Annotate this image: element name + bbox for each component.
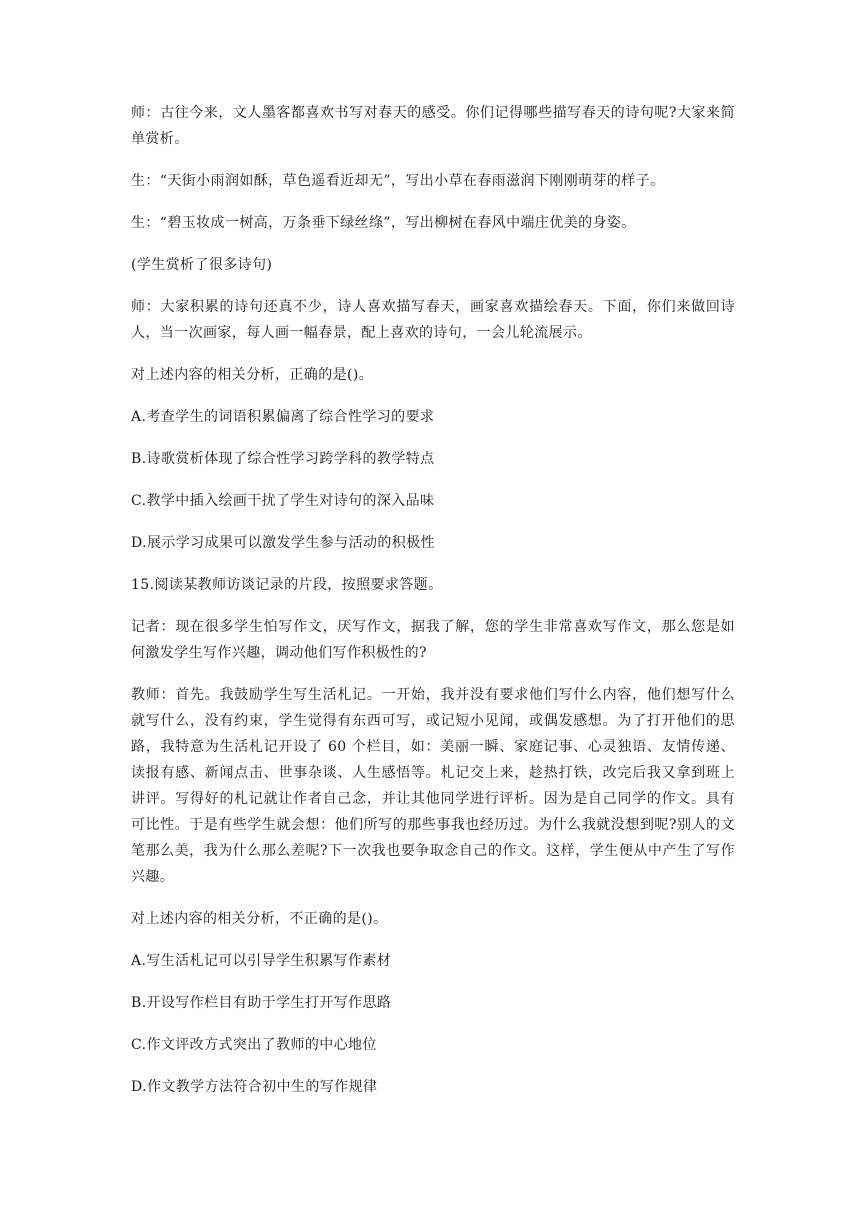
student-answer-1: 生：“天街小雨润如酥，草色遥看近却无”，写出小草在春雨滋润下刚刚萌芽的样子。 <box>131 173 665 189</box>
question-15-heading: 15.阅读某教师访谈记录的片段，按照要求答题。 <box>131 577 443 593</box>
question-15-stem: 对上述内容的相关分析，不正确的是()。 <box>131 911 388 927</box>
question-14-option-a: A.考查学生的词语积累偏离了综合性学习的要求 <box>131 409 435 425</box>
reporter-question: 记者：现在很多学生怕写作文，厌写作文，据我了解，您的学生非常喜欢写作文，那么您是如何激发学生写作兴趣，调动他们写作积极性的? <box>131 619 735 661</box>
document-page <box>131 100 735 1100</box>
question-15-option-d: D.作文教学方法符合初中生的写作规律 <box>131 1079 378 1095</box>
teacher-answer: 教师：首先。我鼓励学生写生活札记。一开始，我并没有要求他们写什么内容，他们想写什么就写什么，没有约束，学生觉得有东西可写，或记短小见闻，或偶发感想。为了打开他们的思路，我特意为生活札记开设了 60 个栏目，如：美丽一瞬、家庭记事、心灵独语、友情传递、读报有感、新闻点击、世事杂谈、人生感悟等。札记交上来，趁热打铁，改完后我又拿到班上讲评。写得好的札记就让作者自己念，并让其他同学进行评析。因为是自己同学的作文。具有可比性。于是有些学生就会想：他们所写的那些事我也经历过。为什么我就没想到呢?别人的文笔那么美，我为什么那么差呢?下一次我也要争取念自己的作文。这样，学生便从中产生了写作兴趣。 <box>131 687 735 885</box>
teacher-task-paragraph: 师：大家积累的诗句还真不少，诗人喜欢描写春天，画家喜欢描绘春天。下面，你们来做回诗人，当一次画家，每人画一幅春景，配上喜欢的诗句，一会儿轮流展示。 <box>131 299 735 341</box>
question-14-option-c: C.教学中插入绘画干扰了学生对诗句的深入品味 <box>131 493 435 509</box>
student-answer-2: 生：“碧玉妆成一树高，万条垂下绿丝绦”，写出柳树在春风中端庄优美的身姿。 <box>131 215 636 231</box>
question-15-option-a: A.写生活札记可以引导学生积累写作素材 <box>131 953 392 969</box>
question-14-stem: 对上述内容的相关分析，正确的是()。 <box>131 367 374 383</box>
stage-note: (学生赏析了很多诗句) <box>131 257 273 273</box>
question-15-option-b: B.开设写作栏目有助于学生打开写作思路 <box>131 995 392 1011</box>
question-14-option-d: D.展示学习成果可以激发学生参与活动的积极性 <box>131 535 435 551</box>
question-15-option-c: C.作文评改方式突出了教师的中心地位 <box>131 1037 377 1053</box>
teacher-intro-paragraph: 师：古往今来，文人墨客都喜欢书写对春天的感受。你们记得哪些描写春天的诗句呢?大家来简单赏析。 <box>131 105 735 147</box>
question-14-option-b: B.诗歌赏析体现了综合性学习跨学科的教学特点 <box>131 451 435 467</box>
